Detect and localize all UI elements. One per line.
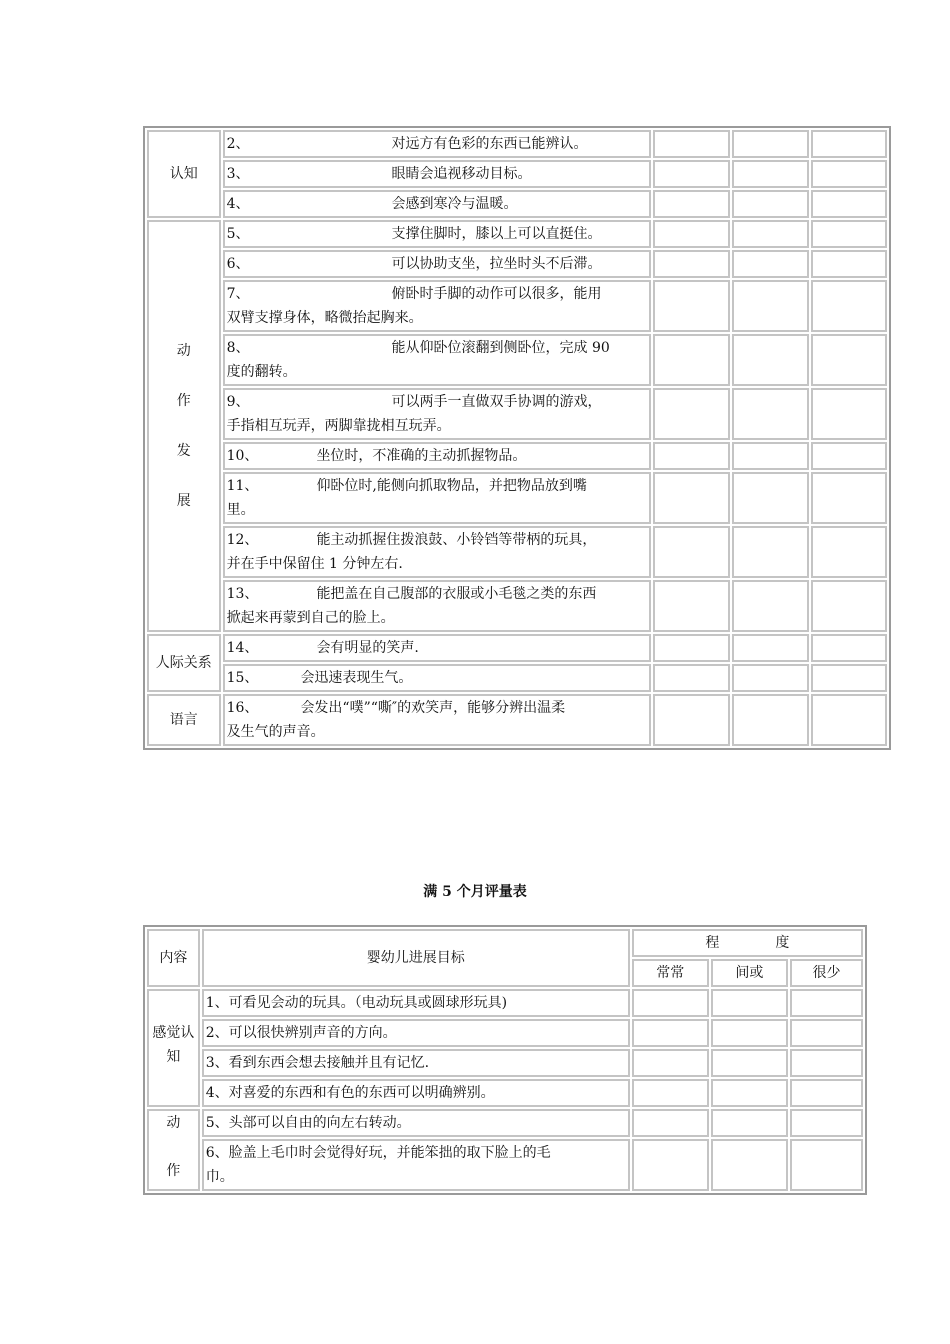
rating-sometimes[interactable] [732,160,809,188]
table-row [147,526,887,578]
header-degree: 程 度 [632,929,863,957]
rating-often[interactable] [653,334,730,386]
rating-sometimes[interactable] [732,388,809,440]
rating-rarely[interactable] [790,1109,863,1137]
table-row [147,664,887,692]
table-row [147,989,863,1017]
rating-sometimes[interactable] [732,472,809,524]
item-9: 9、 可以两手一直做双手协调的游戏， 手指相互玩弄，两脚靠拢相互玩弄。 [223,388,651,440]
table-row [147,334,887,386]
rating-often[interactable] [653,526,730,578]
rating-often[interactable] [632,989,709,1017]
rating-sometimes[interactable] [711,1109,788,1137]
rating-sometimes[interactable] [732,442,809,470]
rating-rarely[interactable] [790,1139,863,1191]
table-row [147,580,887,632]
table-title: 满 5 个月评量表 [423,884,527,900]
item-1: 1、可看见会动的玩具。（电动玩具或圆球形玩具) [202,989,630,1017]
rating-rarely[interactable] [811,580,887,632]
rating-sometimes[interactable] [711,989,788,1017]
rating-often[interactable] [653,190,730,218]
rating-rarely[interactable] [811,388,887,440]
rating-rarely[interactable] [811,634,887,662]
rating-rarely[interactable] [811,472,887,524]
item-5: 5、头部可以自由的向左右转动。 [202,1109,630,1137]
rating-often[interactable] [653,634,730,662]
table-row [147,250,887,278]
table-row [147,472,887,524]
rating-rarely[interactable] [790,1019,863,1047]
rating-sometimes[interactable] [732,634,809,662]
item-6: 6、脸盖上毛巾时会觉得好玩，并能笨拙的取下脸上的毛 巾。 [202,1139,630,1191]
item-15: 15、 会迅速表现生气。 [223,664,651,692]
rating-often[interactable] [653,250,730,278]
rating-often[interactable] [632,1109,709,1137]
table-row [147,130,887,158]
table-row [147,220,887,248]
table-row [147,442,887,470]
header-content: 内容 [147,929,200,987]
rating-rarely[interactable] [811,526,887,578]
category-cognition: 认知 [147,130,221,218]
rating-sometimes[interactable] [711,1139,788,1191]
rating-rarely[interactable] [811,334,887,386]
rating-often[interactable] [653,694,730,746]
header-often: 常常 [632,959,709,987]
table-row [147,1049,863,1077]
header-goal: 婴幼儿进展目标 [202,929,630,987]
rating-rarely[interactable] [811,190,887,218]
table-row [147,1109,863,1137]
rating-often[interactable] [653,280,730,332]
category-social: 人际关系 [147,634,221,692]
item-2: 2、 对远方有色彩的东西已能辨认。 [223,130,651,158]
assessment-table-continued [143,126,891,750]
rating-rarely[interactable] [811,442,887,470]
rating-often[interactable] [653,664,730,692]
rating-often[interactable] [632,1049,709,1077]
rating-sometimes[interactable] [711,1049,788,1077]
rating-often[interactable] [632,1079,709,1107]
rating-often[interactable] [653,442,730,470]
rating-rarely[interactable] [790,1049,863,1077]
rating-sometimes[interactable] [711,1079,788,1107]
item-7: 7、 俯卧时手脚的动作可以很多，能用 双臂支撑身体，略微抬起胸来。 [223,280,651,332]
item-3: 3、 眼睛会追视移动目标。 [223,160,651,188]
rating-often[interactable] [653,472,730,524]
five-month-assessment-table [143,925,867,1195]
rating-rarely[interactable] [790,989,863,1017]
header-row [147,929,863,957]
category-sensory-cognition: 感觉认 知 [147,989,200,1107]
rating-sometimes[interactable] [732,220,809,248]
item-11: 11、 仰卧位时,能侧向抓取物品，并把物品放到嘴 里。 [223,472,651,524]
rating-rarely[interactable] [790,1079,863,1107]
rating-often[interactable] [653,388,730,440]
table-row [147,634,887,662]
item-4: 4、对喜爱的东西和有色的东西可以明确辨别。 [202,1079,630,1107]
item-2: 2、可以很快辨别声音的方向。 [202,1019,630,1047]
item-13: 13、 能把盖在自己腹部的衣服或小毛毯之类的东西 掀起来再蒙到自己的脸上。 [223,580,651,632]
table-row [147,694,887,746]
rating-sometimes[interactable] [732,526,809,578]
category-motor: 动 作 [147,1109,200,1191]
item-4: 4、 会感到寒冷与温暖。 [223,190,651,218]
rating-sometimes[interactable] [732,664,809,692]
item-16: 16、 会发出“噗”“嘶″的欢笑声，能够分辨出温柔 及生气的声音。 [223,694,651,746]
rating-sometimes[interactable] [732,334,809,386]
header-rarely: 很少 [790,959,863,987]
item-12: 12、 能主动抓握住拨浪鼓、小铃铛等带柄的玩具， 并在手中保留住 1 分钟左右. [223,526,651,578]
rating-sometimes[interactable] [732,190,809,218]
item-3: 3、看到东西会想去接触并且有记忆. [202,1049,630,1077]
rating-sometimes[interactable] [732,130,809,158]
rating-often[interactable] [653,160,730,188]
item-8: 8、 能从仰卧位滚翻到侧卧位，完成 90 度的翻转。 [223,334,651,386]
rating-rarely[interactable] [811,694,887,746]
rating-often[interactable] [653,580,730,632]
header-sometimes: 间或 [711,959,788,987]
category-motor-development: 动 作 发 展 [147,220,221,632]
rating-rarely[interactable] [811,250,887,278]
table-row [147,1139,863,1191]
item-14: 14、 会有明显的笑声. [223,634,651,662]
rating-often[interactable] [632,1139,709,1191]
rating-rarely[interactable] [811,664,887,692]
table-row [147,388,887,440]
item-5: 5、 支撑住脚时，膝以上可以直挺住。 [223,220,651,248]
item-10: 10、 坐位时，不准确的主动抓握物品。 [223,442,651,470]
table-row [147,190,887,218]
rating-rarely[interactable] [811,220,887,248]
rating-often[interactable] [653,130,730,158]
rating-sometimes[interactable] [732,280,809,332]
rating-rarely[interactable] [811,160,887,188]
table-row [147,1019,863,1047]
rating-sometimes[interactable] [711,1019,788,1047]
table-row [147,160,887,188]
rating-rarely[interactable] [811,130,887,158]
rating-rarely[interactable] [811,280,887,332]
rating-sometimes[interactable] [732,250,809,278]
rating-often[interactable] [632,1019,709,1047]
table-row [147,280,887,332]
table-row [147,1079,863,1107]
item-6: 6、 可以协助支坐，拉坐时头不后滞。 [223,250,651,278]
rating-sometimes[interactable] [732,580,809,632]
rating-sometimes[interactable] [732,694,809,746]
rating-often[interactable] [653,220,730,248]
category-language: 语言 [147,694,221,746]
